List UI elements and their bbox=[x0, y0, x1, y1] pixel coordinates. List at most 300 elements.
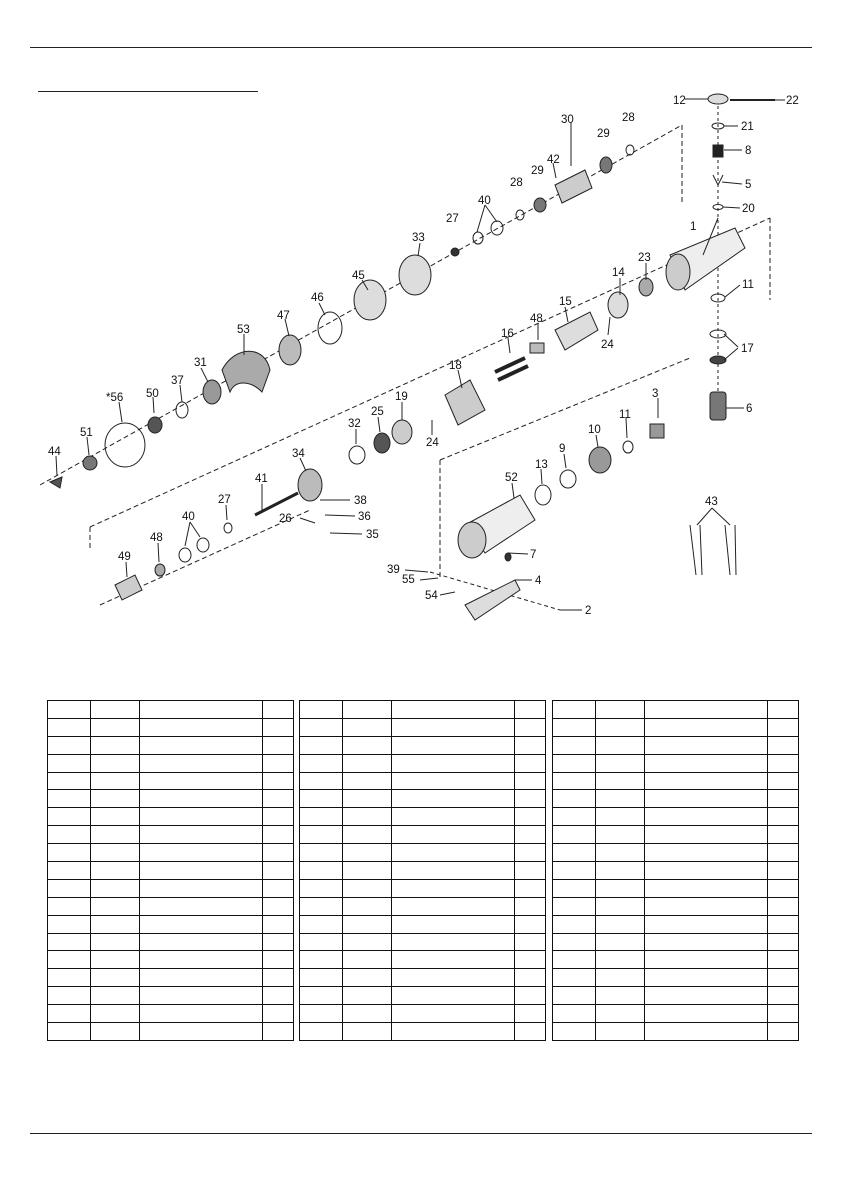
table-cell bbox=[515, 754, 546, 772]
table-cell bbox=[392, 718, 515, 736]
table-cell bbox=[645, 844, 768, 862]
callout: 23 bbox=[638, 252, 651, 264]
callout: 20 bbox=[742, 203, 755, 215]
table-cell bbox=[91, 701, 140, 719]
callout: 50 bbox=[146, 388, 159, 400]
callout: 39 bbox=[387, 564, 400, 576]
table-cell bbox=[300, 736, 343, 754]
table-cell bbox=[553, 701, 596, 719]
table-cell bbox=[300, 1005, 343, 1023]
table-cell bbox=[515, 772, 546, 790]
table-row bbox=[300, 862, 546, 880]
table-cell bbox=[91, 862, 140, 880]
table-cell bbox=[91, 808, 140, 826]
table-cell bbox=[91, 1023, 140, 1041]
table-cell bbox=[343, 718, 392, 736]
callout: 33 bbox=[412, 232, 425, 244]
table-cell bbox=[515, 987, 546, 1005]
table-cell bbox=[140, 897, 263, 915]
table-cell bbox=[140, 754, 263, 772]
table-cell bbox=[263, 969, 294, 987]
table-cell bbox=[343, 1023, 392, 1041]
table-cell bbox=[645, 790, 768, 808]
table-cell bbox=[300, 754, 343, 772]
callout: 12 bbox=[673, 95, 686, 107]
parts-table-1 bbox=[47, 700, 294, 1041]
callout: 37 bbox=[171, 375, 184, 387]
table-row bbox=[300, 754, 546, 772]
table-cell bbox=[48, 718, 91, 736]
table-cell bbox=[263, 772, 294, 790]
table-row bbox=[300, 987, 546, 1005]
table-cell bbox=[140, 915, 263, 933]
table-cell bbox=[515, 808, 546, 826]
callout: 9 bbox=[559, 443, 566, 455]
callout: 44 bbox=[48, 446, 61, 458]
table-cell bbox=[140, 790, 263, 808]
table-row bbox=[300, 808, 546, 826]
table-row bbox=[553, 897, 799, 915]
table-cell bbox=[392, 933, 515, 951]
table-cell bbox=[140, 808, 263, 826]
table-row bbox=[300, 772, 546, 790]
table-cell bbox=[768, 987, 799, 1005]
table-cell bbox=[91, 897, 140, 915]
table-cell bbox=[553, 1023, 596, 1041]
table-cell bbox=[300, 844, 343, 862]
table-cell bbox=[48, 844, 91, 862]
table-cell bbox=[768, 933, 799, 951]
table-cell bbox=[300, 1023, 343, 1041]
table-cell bbox=[140, 879, 263, 897]
table-cell bbox=[645, 862, 768, 880]
table-cell bbox=[300, 897, 343, 915]
table-cell bbox=[645, 897, 768, 915]
table-cell bbox=[596, 933, 645, 951]
table-cell bbox=[263, 897, 294, 915]
table-cell bbox=[263, 987, 294, 1005]
callout: 30 bbox=[561, 114, 574, 126]
table-cell bbox=[392, 951, 515, 969]
table-cell bbox=[263, 844, 294, 862]
table-cell bbox=[140, 844, 263, 862]
callout: 27 bbox=[446, 213, 459, 225]
table-row bbox=[48, 862, 294, 880]
callout: 52 bbox=[505, 472, 518, 484]
table-cell bbox=[553, 862, 596, 880]
table-cell bbox=[91, 736, 140, 754]
table-cell bbox=[768, 772, 799, 790]
callout: 18 bbox=[449, 360, 462, 372]
table-cell bbox=[553, 808, 596, 826]
callout: 7 bbox=[530, 549, 537, 561]
table-row bbox=[553, 790, 799, 808]
table-cell bbox=[515, 1005, 546, 1023]
table-cell bbox=[263, 754, 294, 772]
table-cell bbox=[140, 826, 263, 844]
table-cell bbox=[263, 718, 294, 736]
table-row bbox=[553, 826, 799, 844]
table-cell bbox=[263, 1023, 294, 1041]
table-cell bbox=[300, 951, 343, 969]
bottom-rule bbox=[30, 1133, 812, 1134]
table-cell bbox=[140, 701, 263, 719]
table-cell bbox=[553, 754, 596, 772]
table-row bbox=[553, 844, 799, 862]
table-cell bbox=[343, 951, 392, 969]
table-cell bbox=[91, 933, 140, 951]
table-cell bbox=[596, 808, 645, 826]
table-row bbox=[553, 969, 799, 987]
callout: 34 bbox=[292, 448, 305, 460]
table-cell bbox=[515, 790, 546, 808]
table-row bbox=[553, 862, 799, 880]
table-cell bbox=[343, 790, 392, 808]
table-cell bbox=[768, 701, 799, 719]
callout: 53 bbox=[237, 324, 250, 336]
callout: 36 bbox=[358, 511, 371, 523]
table-row bbox=[553, 772, 799, 790]
table-cell bbox=[596, 969, 645, 987]
table-header-row bbox=[300, 701, 546, 719]
table-cell bbox=[140, 736, 263, 754]
table-cell bbox=[343, 862, 392, 880]
table-row bbox=[553, 915, 799, 933]
callout: 55 bbox=[402, 574, 415, 586]
callout: 8 bbox=[745, 145, 752, 157]
table-cell bbox=[645, 736, 768, 754]
table-cell bbox=[645, 915, 768, 933]
table-header-row bbox=[48, 701, 294, 719]
table-cell bbox=[645, 701, 768, 719]
table-cell bbox=[768, 862, 799, 880]
table-cell bbox=[48, 754, 91, 772]
table-cell bbox=[596, 862, 645, 880]
table-row bbox=[300, 879, 546, 897]
callout: 22 bbox=[786, 95, 799, 107]
table-cell bbox=[300, 826, 343, 844]
table-cell bbox=[768, 897, 799, 915]
table-row bbox=[300, 826, 546, 844]
table-cell bbox=[343, 754, 392, 772]
table-cell bbox=[140, 862, 263, 880]
table-cell bbox=[392, 987, 515, 1005]
table-cell bbox=[140, 933, 263, 951]
table-cell bbox=[140, 1005, 263, 1023]
callout: 21 bbox=[741, 121, 754, 133]
table-cell bbox=[48, 915, 91, 933]
table-cell bbox=[343, 897, 392, 915]
table-cell bbox=[48, 879, 91, 897]
table-row bbox=[48, 736, 294, 754]
callout: 15 bbox=[559, 296, 572, 308]
table-cell bbox=[768, 718, 799, 736]
table-cell bbox=[596, 844, 645, 862]
table-cell bbox=[392, 879, 515, 897]
table-cell bbox=[263, 790, 294, 808]
table-cell bbox=[140, 1023, 263, 1041]
callout: 51 bbox=[80, 427, 93, 439]
table-cell bbox=[48, 736, 91, 754]
table-cell bbox=[596, 736, 645, 754]
table-header-row bbox=[553, 701, 799, 719]
callout: 31 bbox=[194, 357, 207, 369]
table-cell bbox=[140, 951, 263, 969]
table-cell bbox=[48, 1005, 91, 1023]
table-cell bbox=[392, 826, 515, 844]
table-cell bbox=[553, 987, 596, 1005]
table-cell bbox=[515, 969, 546, 987]
table-cell bbox=[392, 862, 515, 880]
table-cell bbox=[263, 826, 294, 844]
table-cell bbox=[515, 897, 546, 915]
callout: 3 bbox=[652, 388, 659, 400]
table-cell bbox=[768, 915, 799, 933]
table-cell bbox=[48, 701, 91, 719]
table-cell bbox=[343, 933, 392, 951]
table-cell bbox=[515, 718, 546, 736]
table-cell bbox=[48, 790, 91, 808]
table-cell bbox=[768, 808, 799, 826]
table-cell bbox=[515, 915, 546, 933]
table-cell bbox=[343, 826, 392, 844]
callout: 43 bbox=[705, 496, 718, 508]
callout: 45 bbox=[352, 270, 365, 282]
callout: 29 bbox=[597, 128, 610, 140]
table-cell bbox=[515, 736, 546, 754]
table-row bbox=[48, 933, 294, 951]
table-row bbox=[300, 951, 546, 969]
table-row bbox=[553, 754, 799, 772]
table-cell bbox=[553, 736, 596, 754]
table-cell bbox=[768, 826, 799, 844]
table-cell bbox=[768, 1005, 799, 1023]
table-row bbox=[48, 951, 294, 969]
table-cell bbox=[645, 1005, 768, 1023]
callout: 10 bbox=[588, 424, 601, 436]
table-row bbox=[300, 790, 546, 808]
callout: 13 bbox=[535, 459, 548, 471]
table-cell bbox=[645, 879, 768, 897]
callout: 1 bbox=[690, 221, 697, 233]
table-cell bbox=[596, 879, 645, 897]
table-cell bbox=[48, 808, 91, 826]
table-row bbox=[300, 915, 546, 933]
table-cell bbox=[553, 826, 596, 844]
callout: 46 bbox=[311, 292, 324, 304]
callout: 26 bbox=[279, 513, 292, 525]
table-cell bbox=[300, 718, 343, 736]
table-cell bbox=[343, 879, 392, 897]
table-cell bbox=[300, 879, 343, 897]
table-cell bbox=[343, 736, 392, 754]
table-row bbox=[553, 933, 799, 951]
table-cell bbox=[300, 969, 343, 987]
table-cell bbox=[515, 862, 546, 880]
table-cell bbox=[596, 987, 645, 1005]
parts-table-2 bbox=[299, 700, 546, 1041]
table-row bbox=[553, 951, 799, 969]
table-row bbox=[300, 844, 546, 862]
table-cell bbox=[596, 701, 645, 719]
table-cell bbox=[392, 790, 515, 808]
table-row bbox=[48, 1005, 294, 1023]
table-cell bbox=[645, 808, 768, 826]
table-cell bbox=[91, 1005, 140, 1023]
table-cell bbox=[343, 1005, 392, 1023]
table-cell bbox=[91, 754, 140, 772]
table-cell bbox=[392, 1005, 515, 1023]
table-cell bbox=[263, 736, 294, 754]
table-cell bbox=[515, 701, 546, 719]
table-cell bbox=[343, 772, 392, 790]
table-cell bbox=[300, 808, 343, 826]
table-cell bbox=[91, 951, 140, 969]
table-cell bbox=[263, 701, 294, 719]
table-cell bbox=[300, 987, 343, 1005]
table-cell bbox=[392, 969, 515, 987]
table-cell bbox=[768, 1023, 799, 1041]
callout: 40 bbox=[182, 511, 195, 523]
table-cell bbox=[263, 933, 294, 951]
table-cell bbox=[596, 790, 645, 808]
table-cell bbox=[768, 736, 799, 754]
callout: 19 bbox=[395, 391, 408, 403]
table-cell bbox=[300, 915, 343, 933]
table-row bbox=[553, 808, 799, 826]
table-cell bbox=[553, 951, 596, 969]
table-row bbox=[48, 808, 294, 826]
table-row bbox=[48, 718, 294, 736]
table-cell bbox=[515, 933, 546, 951]
table-row bbox=[48, 987, 294, 1005]
table-cell bbox=[392, 701, 515, 719]
table-row bbox=[48, 915, 294, 933]
table-row bbox=[300, 1023, 546, 1041]
table-cell bbox=[645, 951, 768, 969]
table-cell bbox=[140, 969, 263, 987]
callout: 25 bbox=[371, 406, 384, 418]
callout: *56 bbox=[106, 392, 124, 404]
table-cell bbox=[91, 790, 140, 808]
table-row bbox=[48, 754, 294, 772]
table-row bbox=[48, 772, 294, 790]
callout: 14 bbox=[612, 267, 625, 279]
table-cell bbox=[91, 915, 140, 933]
table-row bbox=[553, 1005, 799, 1023]
callout: 2 bbox=[585, 605, 592, 617]
table-cell bbox=[263, 951, 294, 969]
table-cell bbox=[263, 1005, 294, 1023]
table-cell bbox=[48, 826, 91, 844]
table-cell bbox=[768, 790, 799, 808]
callout: 16 bbox=[501, 328, 514, 340]
callout: 40 bbox=[478, 195, 491, 207]
table-cell bbox=[140, 987, 263, 1005]
table-cell bbox=[596, 718, 645, 736]
table-cell bbox=[343, 987, 392, 1005]
table-cell bbox=[645, 754, 768, 772]
table-cell bbox=[91, 718, 140, 736]
table-cell bbox=[645, 933, 768, 951]
table-cell bbox=[768, 951, 799, 969]
table-cell bbox=[553, 933, 596, 951]
callout: 24 bbox=[426, 437, 439, 449]
table-row bbox=[48, 1023, 294, 1041]
table-cell bbox=[553, 969, 596, 987]
table-cell bbox=[48, 1023, 91, 1041]
table-row bbox=[300, 933, 546, 951]
table-cell bbox=[343, 969, 392, 987]
table-cell bbox=[392, 772, 515, 790]
table-cell bbox=[343, 701, 392, 719]
table-cell bbox=[48, 987, 91, 1005]
table-row bbox=[553, 718, 799, 736]
table-cell bbox=[768, 754, 799, 772]
callout: 41 bbox=[255, 473, 268, 485]
table-cell bbox=[392, 754, 515, 772]
table-cell bbox=[553, 879, 596, 897]
callout: 6 bbox=[746, 403, 753, 415]
table-cell bbox=[263, 915, 294, 933]
table-cell bbox=[553, 897, 596, 915]
table-row bbox=[300, 736, 546, 754]
table-row bbox=[300, 1005, 546, 1023]
callout: 24 bbox=[601, 339, 614, 351]
callout: 28 bbox=[622, 112, 635, 124]
callout: 42 bbox=[547, 154, 560, 166]
table-cell bbox=[553, 915, 596, 933]
table-cell bbox=[263, 808, 294, 826]
table-cell bbox=[768, 969, 799, 987]
table-cell bbox=[596, 1005, 645, 1023]
table-cell bbox=[515, 879, 546, 897]
table-cell bbox=[768, 844, 799, 862]
table-cell bbox=[48, 933, 91, 951]
table-cell bbox=[300, 862, 343, 880]
table-cell bbox=[768, 879, 799, 897]
callout: 5 bbox=[745, 179, 752, 191]
table-row bbox=[300, 897, 546, 915]
callout: 47 bbox=[277, 310, 290, 322]
table-cell bbox=[140, 772, 263, 790]
callout: 32 bbox=[348, 418, 361, 430]
table-cell bbox=[343, 808, 392, 826]
table-cell bbox=[553, 790, 596, 808]
table-cell bbox=[645, 826, 768, 844]
table-cell bbox=[515, 1023, 546, 1041]
table-row bbox=[48, 826, 294, 844]
table-cell bbox=[392, 844, 515, 862]
table-cell bbox=[343, 915, 392, 933]
table-cell bbox=[392, 736, 515, 754]
callout: 4 bbox=[535, 575, 542, 587]
table-cell bbox=[553, 844, 596, 862]
table-row bbox=[553, 987, 799, 1005]
table-row bbox=[48, 790, 294, 808]
table-cell bbox=[300, 933, 343, 951]
callout: 48 bbox=[150, 532, 163, 544]
table-row bbox=[48, 844, 294, 862]
parts-table-3 bbox=[552, 700, 799, 1041]
table-cell bbox=[91, 772, 140, 790]
callout: 11 bbox=[742, 279, 754, 291]
table-cell bbox=[263, 862, 294, 880]
table-cell bbox=[48, 969, 91, 987]
table-row bbox=[48, 879, 294, 897]
callout: 28 bbox=[510, 177, 523, 189]
callout: 29 bbox=[531, 165, 544, 177]
